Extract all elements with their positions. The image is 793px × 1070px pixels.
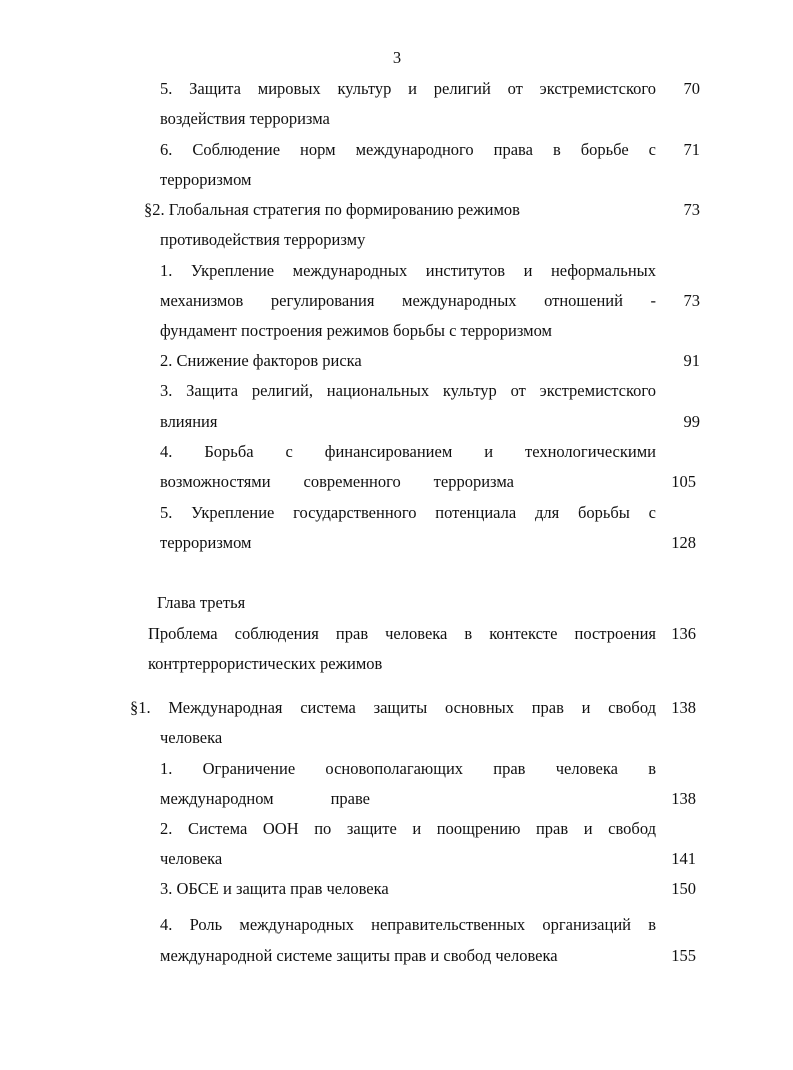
- toc-page-ref: 99: [683, 412, 700, 431]
- toc-page-ref: 155: [671, 946, 696, 965]
- toc-entry-text: возможностями современного терроризма: [160, 472, 514, 491]
- toc-section-heading: человека: [160, 728, 223, 747]
- chapter-title: Проблема соблюдения прав человека в контексте построения: [148, 624, 656, 643]
- toc-entry-text: 6. Соблюдение норм международного права в борьбе с: [160, 140, 656, 159]
- toc-entry-text: 4. Роль международных неправительственных организаций в: [160, 915, 656, 934]
- toc-page-ref: 150: [671, 879, 696, 898]
- toc-page-ref: 73: [683, 291, 700, 310]
- toc-entry-text: международном праве: [160, 789, 370, 808]
- toc-entry-text: терроризмом: [160, 170, 252, 189]
- toc-page-ref: 128: [671, 533, 696, 552]
- toc-entry-text: человека: [160, 849, 223, 868]
- toc-entry-text: 2. Система ООН по защите и поощрению прав и свобод: [160, 819, 656, 838]
- toc-entry-text: 5. Укрепление государственного потенциала для борьбы с: [160, 503, 656, 522]
- toc-entry-text: 3. Защита религий, национальных культур от экстремистского: [160, 381, 656, 400]
- toc-entry-text: влияния: [160, 412, 218, 431]
- toc-page-ref: 138: [671, 698, 696, 717]
- toc-section-heading: §1. Международная система защиты основных прав и свобод: [130, 698, 656, 717]
- toc-entry-text: 3. ОБСЕ и защита прав человека: [160, 879, 389, 898]
- toc-page-ref: 91: [683, 351, 700, 370]
- toc-page-ref: 136: [671, 624, 696, 643]
- toc-page-ref: 105: [671, 472, 696, 491]
- toc-page-ref: 138: [671, 789, 696, 808]
- toc-entry-text: 1. Укрепление международных институтов и неформальных: [160, 261, 656, 280]
- chapter-label: Глава третья: [157, 593, 246, 612]
- toc-page-ref: 70: [683, 79, 700, 98]
- chapter-title: контртеррористических режимов: [148, 654, 383, 673]
- toc-page-ref: 141: [671, 849, 696, 868]
- toc-entry-text: 2. Снижение факторов риска: [160, 351, 362, 370]
- toc-entry-text: воздействия терроризма: [160, 109, 330, 128]
- toc-entry-text: международной системе защиты прав и свобод человека: [160, 946, 558, 965]
- toc-entry-text: 1. Ограничение основополагающих прав человека в: [160, 759, 656, 778]
- toc-page-ref: 73: [683, 200, 700, 219]
- toc-entry-text: фундамент построения режимов борьбы с терроризмом: [160, 321, 552, 340]
- toc-page-ref: 71: [683, 140, 700, 159]
- page-number: 3: [392, 48, 402, 67]
- toc-entry-text: терроризмом: [160, 533, 252, 552]
- toc-entry-text: 5. Защита мировых культур и религий от экстремистского: [160, 79, 656, 98]
- toc-entry-text: 4. Борьба с финансированием и технологическими: [160, 442, 656, 461]
- toc-entry-text: механизмов регулирования международных отношений -: [160, 291, 656, 310]
- toc-section-heading: §2. Глобальная стратегия по формированию режимов: [144, 200, 520, 219]
- toc-section-heading: противодействия терроризму: [160, 230, 366, 249]
